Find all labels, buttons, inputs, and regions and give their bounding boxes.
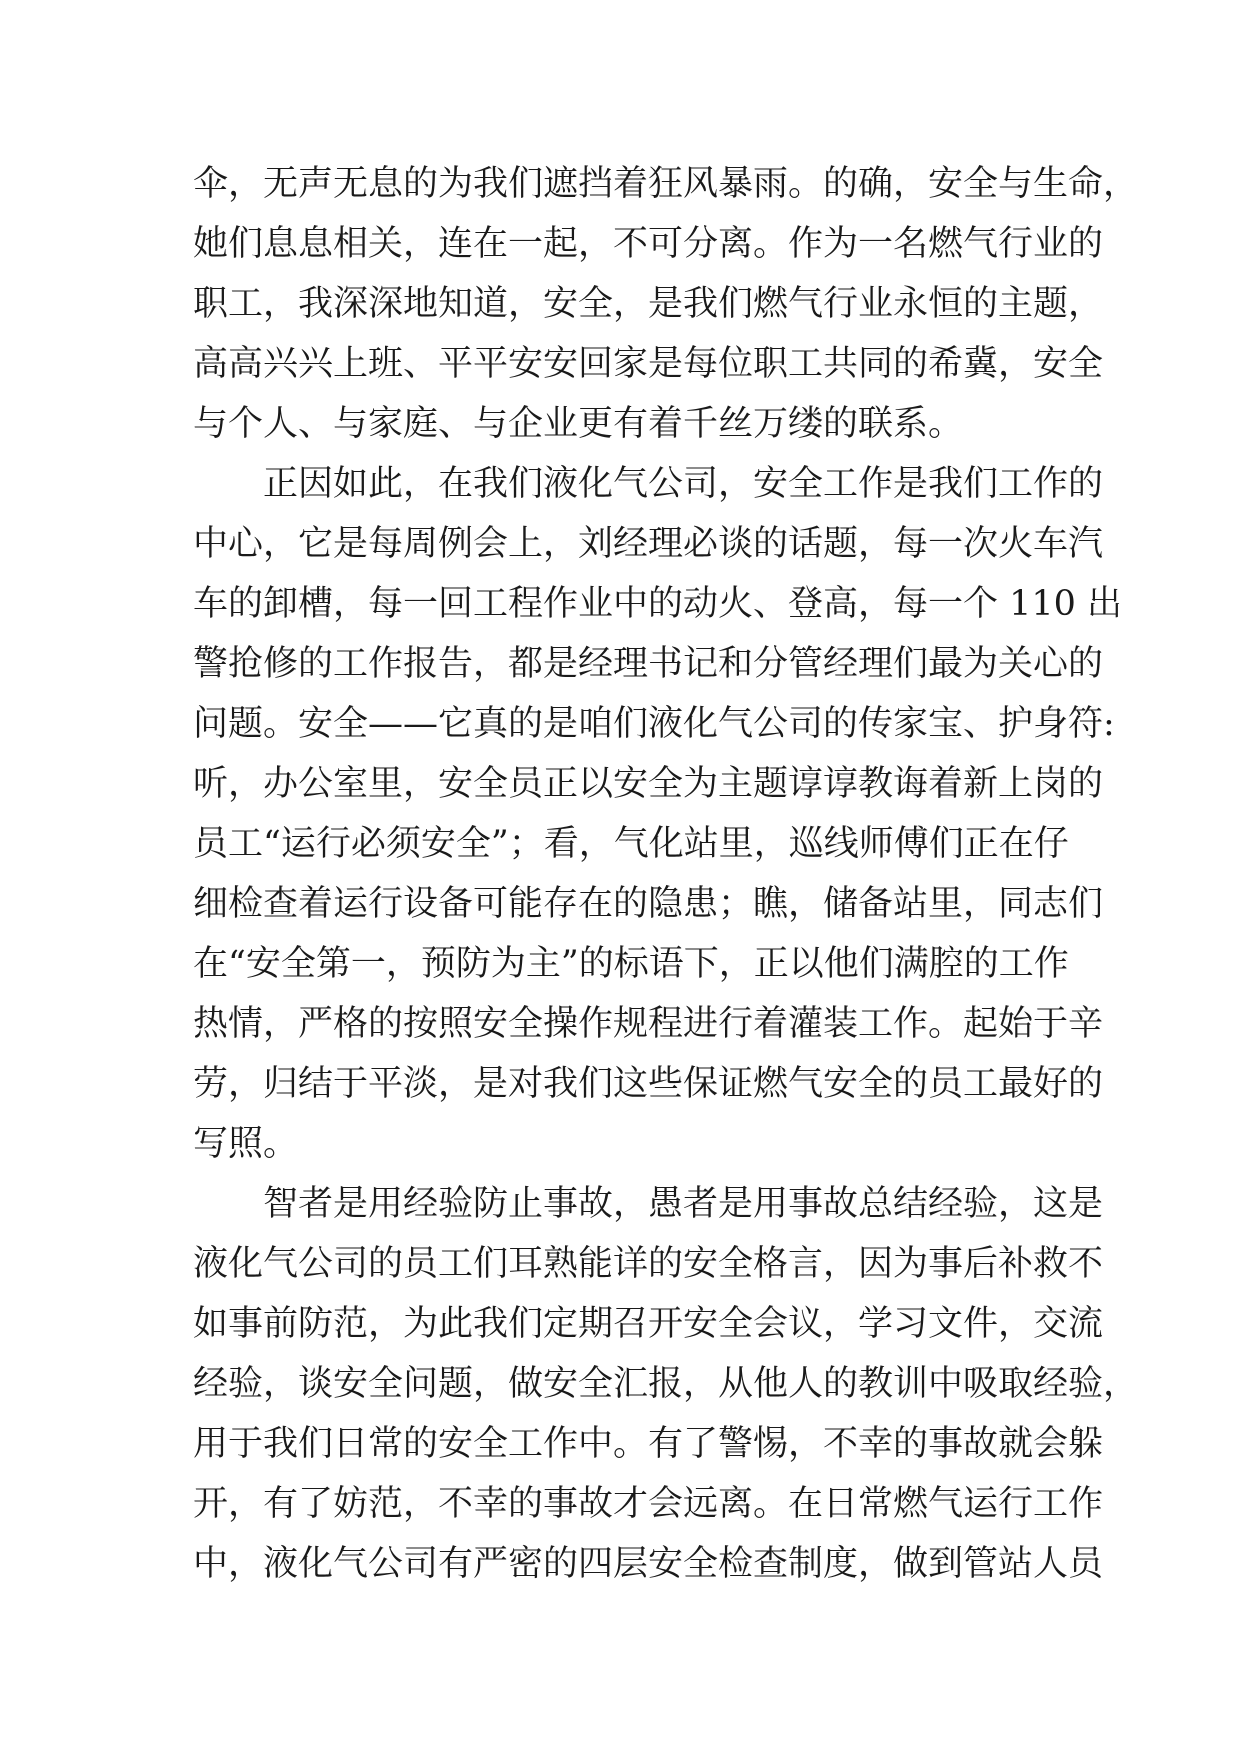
body-text	[193, 154, 1139, 1594]
text-line: 听，办公室里，安全员正以安全为主题谆谆教诲着新上岗的	[193, 764, 1104, 804]
text-line: 高高兴兴上班、平平安安回家是每位职工共同的希冀，安全	[193, 344, 1104, 384]
text-line: 劳，归结于平淡，是对我们这些保证燃气安全的员工最好的	[193, 1064, 1104, 1104]
text-line: 正因如此，在我们液化气公司，安全工作是我们工作的	[263, 464, 1104, 504]
text-line: 如事前防范，为此我们定期召开安全会议，学习文件，交流	[193, 1304, 1104, 1344]
text-line: 中心，它是每周例会上，刘经理必谈的话题，每一次火车汽	[193, 524, 1104, 564]
text-line: 用于我们日常的安全工作中。有了警惕，不幸的事故就会躲	[193, 1424, 1104, 1464]
text-line: 经验，谈安全问题，做安全汇报，从他人的教训中吸取经验，	[193, 1364, 1139, 1404]
text-line: 职工，我深深地知道，安全，是我们燃气行业永恒的主题，	[193, 284, 1104, 324]
text-line: 伞，无声无息的为我们遮挡着狂风暴雨。的确，安全与生命，	[193, 164, 1139, 204]
text-line: 液化气公司的员工们耳熟能详的安全格言，因为事后补救不	[193, 1244, 1104, 1284]
text-line: 写照。	[193, 1124, 299, 1164]
text-line: 与个人、与家庭、与企业更有着千丝万缕的联系。	[193, 404, 964, 444]
text-line: 细检查着运行设备可能存在的隐患；瞧，储备站里，同志们	[193, 884, 1104, 924]
text-line: 热情，严格的按照安全操作规程进行着灌装工作。起始于辛	[193, 1004, 1104, 1044]
text-line: 员工“运行必须安全”；看，气化站里，巡线师傅们正在仔	[193, 824, 1069, 864]
text-line: 智者是用经验防止事故，愚者是用事故总结经验，这是	[263, 1184, 1104, 1224]
text-line: 车的卸槽，每一回工程作业中的动火、登高，每一个 110 出	[193, 584, 1123, 624]
text-line: 在“安全第一，预防为主”的标语下，正以他们满腔的工作	[193, 944, 1069, 984]
text-line: 她们息息相关，连在一起，不可分离。作为一名燃气行业的	[193, 224, 1104, 264]
text-line: 中，液化气公司有严密的四层安全检查制度，做到管站人员	[193, 1544, 1104, 1584]
text-line: 问题。安全——它真的是咱们液化气公司的传家宝、护身符:	[193, 704, 1115, 744]
text-line: 警抢修的工作报告，都是经理书记和分管经理们最为关心的	[193, 644, 1104, 684]
text-line: 开，有了妨范，不幸的事故才会远离。在日常燃气运行工作	[193, 1484, 1104, 1524]
